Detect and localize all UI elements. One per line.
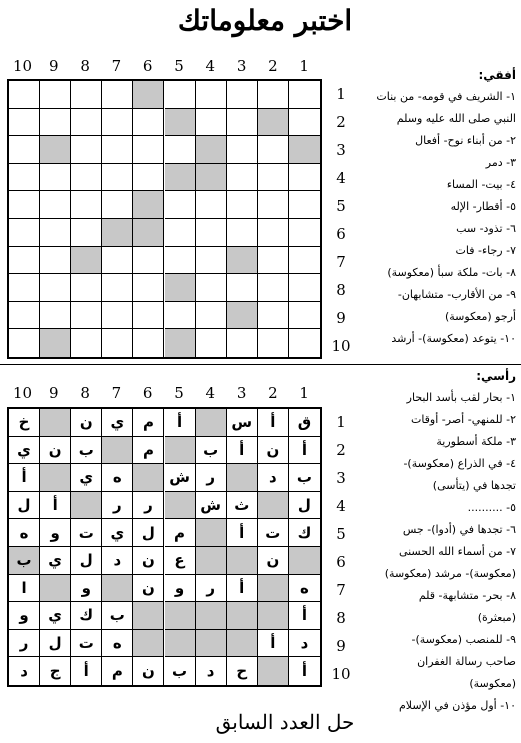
clue-line: أرجو (معكوسة) (444, 310, 516, 323)
grid-cell[interactable]: و (9, 602, 40, 630)
column-number: 5 (174, 57, 184, 75)
grid-cell[interactable]: م (133, 409, 164, 437)
grid-cell[interactable]: ل (40, 630, 71, 658)
grid-cell[interactable] (40, 109, 71, 137)
grid-cell[interactable]: ن (133, 657, 164, 685)
row-number: 2 (336, 113, 346, 131)
grid-cell[interactable]: ي (9, 437, 40, 465)
shaded-cell (71, 247, 102, 275)
grid-cell[interactable]: ح (227, 657, 258, 685)
shaded-cell (165, 602, 196, 630)
row-number: 4 (336, 169, 346, 187)
column-number: 4 (205, 57, 216, 75)
grid-cell[interactable] (289, 109, 320, 137)
grid-cell[interactable] (196, 302, 227, 330)
grid-cell[interactable] (71, 274, 102, 302)
row-number: 9 (336, 637, 346, 655)
grid-cell[interactable]: د (196, 657, 227, 685)
grid-cell[interactable]: ر (196, 575, 227, 603)
grid-cell[interactable] (71, 136, 102, 164)
clue-line: ٧- من أسماء الله الحسنى (398, 545, 516, 558)
grid-cell[interactable] (71, 302, 102, 330)
shaded-cell (227, 464, 258, 492)
grid-cell[interactable]: ب (165, 657, 196, 685)
column-number: 2 (268, 57, 278, 75)
grid-cell[interactable]: م (165, 519, 196, 547)
column-number: 6 (142, 57, 153, 75)
shaded-cell (133, 602, 164, 630)
grid-cell[interactable]: ت (71, 519, 102, 547)
grid-cell[interactable] (102, 81, 133, 109)
grid-cell[interactable] (9, 81, 40, 109)
clue-line: تجدها في (يتأسى) (432, 479, 516, 492)
shaded-cell (133, 464, 164, 492)
grid-cell[interactable] (71, 164, 102, 192)
column-number: 10 (12, 384, 33, 402)
clues-header: أفقي: (478, 68, 516, 82)
column-number: 10 (12, 57, 33, 75)
puzzle-title: اختبر معلوماتك (177, 4, 353, 37)
grid-cell[interactable] (165, 302, 196, 330)
grid-cell[interactable]: أ (227, 519, 258, 547)
grid-cell[interactable] (289, 164, 320, 192)
grid-cell[interactable]: أ (227, 437, 258, 465)
grid-cell[interactable]: أ (289, 437, 320, 465)
column-number: 9 (49, 57, 59, 75)
grid-cell[interactable]: ي (71, 464, 102, 492)
column-number: 9 (49, 384, 59, 402)
clue-line: ٨- بات- ملكة سبأ (معكوسة) (387, 266, 516, 279)
grid-cell[interactable]: ل (133, 519, 164, 547)
clue-line: النبي صلى الله عليه وسلم (396, 112, 516, 125)
clue-line: ١٠- يتوعد (معكوسة)- أرشد (391, 332, 516, 345)
grid-cell[interactable] (289, 329, 320, 357)
grid-cell[interactable]: ل (71, 547, 102, 575)
grid-cell[interactable] (196, 81, 227, 109)
grid-cell[interactable] (258, 164, 289, 192)
grid-cell[interactable] (133, 302, 164, 330)
grid-cell[interactable] (289, 81, 320, 109)
grid-cell[interactable] (165, 191, 196, 219)
grid-cell[interactable]: و (165, 575, 196, 603)
grid-cell[interactable]: د (258, 464, 289, 492)
row-number: 2 (336, 441, 346, 459)
grid-cell[interactable]: ي (102, 519, 133, 547)
row-number: 7 (336, 253, 346, 271)
grid-cell[interactable] (289, 247, 320, 275)
grid-cell[interactable]: ل (9, 492, 40, 520)
grid-cell[interactable] (102, 136, 133, 164)
column-number: 1 (299, 384, 309, 402)
grid-cell[interactable] (102, 274, 133, 302)
grid-cell[interactable] (102, 302, 133, 330)
grid-cell[interactable]: ب (102, 602, 133, 630)
shaded-cell (102, 575, 133, 603)
grid-cell[interactable]: ب (289, 464, 320, 492)
grid-cell[interactable]: ي (102, 409, 133, 437)
grid-cell[interactable] (71, 219, 102, 247)
grid-cell[interactable]: م (133, 437, 164, 465)
shaded-cell (165, 109, 196, 137)
shaded-cell (165, 630, 196, 658)
clue-line: ٧- رجاء- فات (455, 244, 516, 257)
clue-line: ٣- دمر (485, 156, 516, 169)
shaded-cell (258, 657, 289, 685)
grid-cell[interactable] (258, 219, 289, 247)
shaded-cell (258, 492, 289, 520)
row-number: 6 (336, 553, 346, 571)
clue-line: ٦- تذود- سب (456, 222, 516, 235)
row-number: 3 (336, 141, 346, 159)
shaded-cell (227, 630, 258, 658)
grid-cell[interactable]: ر (9, 630, 40, 658)
row-number: 9 (336, 309, 346, 327)
row-number: 8 (336, 609, 346, 627)
row-number: 7 (336, 581, 346, 599)
grid-cell[interactable] (227, 81, 258, 109)
grid-cell[interactable] (102, 191, 133, 219)
grid-cell[interactable]: ه (289, 575, 320, 603)
down-clues (330, 365, 516, 717)
clue-line: ٦- تجدها في (أدوا)- جس (402, 523, 516, 536)
grid-cell[interactable] (165, 81, 196, 109)
grid-cell[interactable] (102, 247, 133, 275)
shaded-cell (102, 219, 133, 247)
grid-cell[interactable] (9, 109, 40, 137)
grid-cell[interactable]: ي (40, 547, 71, 575)
grid-cell[interactable] (258, 136, 289, 164)
grid-cell[interactable]: أ (258, 409, 289, 437)
clue-line: ٤- في الذراع (معكوسة)- (403, 457, 516, 470)
grid-cell[interactable]: ن (133, 547, 164, 575)
shaded-cell (196, 547, 227, 575)
row-number: 10 (331, 665, 351, 683)
shaded-cell (196, 136, 227, 164)
column-number: 3 (236, 57, 247, 75)
grid-cell[interactable] (289, 302, 320, 330)
grid-cell[interactable] (165, 136, 196, 164)
grid-cell[interactable]: ه (102, 630, 133, 658)
grid-cell[interactable] (165, 219, 196, 247)
grid-cell[interactable] (40, 219, 71, 247)
clue-line: ٩- للمنصب (معكوسة)- (411, 633, 516, 646)
grid-cell[interactable]: أ (165, 409, 196, 437)
shaded-cell (196, 409, 227, 437)
shaded-cell (165, 164, 196, 192)
grid-cell[interactable] (40, 302, 71, 330)
grid-cell[interactable] (196, 274, 227, 302)
grid-cell[interactable] (227, 136, 258, 164)
clue-line: (معكوسة) (469, 677, 516, 690)
shaded-cell (289, 547, 320, 575)
grid-cell[interactable] (165, 247, 196, 275)
grid-cell[interactable]: ن (133, 575, 164, 603)
grid-cell[interactable]: ن (258, 437, 289, 465)
grid-cell[interactable]: خ (9, 409, 40, 437)
shaded-cell (133, 219, 164, 247)
grid-cell[interactable]: د (102, 547, 133, 575)
row-number: 5 (336, 197, 346, 215)
grid-cell[interactable]: أ (258, 630, 289, 658)
grid-cell[interactable]: ر (133, 492, 164, 520)
clues-header: رأسي: (476, 369, 516, 383)
grid-cell[interactable] (133, 109, 164, 137)
previous-solution-caption: حل العدد السابق (215, 710, 355, 734)
grid-cell[interactable] (196, 191, 227, 219)
shaded-cell (196, 602, 227, 630)
grid-cell[interactable]: ش (165, 464, 196, 492)
shaded-cell (227, 247, 258, 275)
grid-cell[interactable] (40, 274, 71, 302)
shaded-cell (227, 302, 258, 330)
clue-line: ٤- بيت- المساء (446, 178, 516, 191)
grid-cell[interactable]: ن (71, 409, 102, 437)
grid-cell[interactable]: س (227, 409, 258, 437)
grid-cell[interactable] (9, 274, 40, 302)
grid-cell[interactable] (227, 164, 258, 192)
grid-cell[interactable] (9, 219, 40, 247)
row-number: 4 (336, 497, 346, 515)
shaded-cell (196, 519, 227, 547)
grid-cell[interactable] (196, 247, 227, 275)
grid-cell[interactable] (258, 191, 289, 219)
grid-cell[interactable] (196, 329, 227, 357)
grid-cell[interactable] (258, 302, 289, 330)
grid-cell[interactable] (40, 164, 71, 192)
grid-cell[interactable] (289, 219, 320, 247)
shaded-cell (133, 630, 164, 658)
clue-line: ٨- بحر- متشابهة- قلم (418, 589, 516, 602)
grid-cell[interactable]: ك (71, 602, 102, 630)
shaded-cell (227, 547, 258, 575)
clue-line: ٥- أقطار- الإله (450, 200, 516, 213)
shaded-cell (71, 492, 102, 520)
grid-cell[interactable]: أ (71, 657, 102, 685)
row-number: 1 (336, 85, 346, 103)
row-number: 5 (336, 525, 346, 543)
grid-cell[interactable] (9, 191, 40, 219)
grid-cell[interactable] (133, 247, 164, 275)
grid-cell[interactable] (9, 164, 40, 192)
grid-cell[interactable]: د (289, 630, 320, 658)
grid-cell[interactable] (9, 302, 40, 330)
column-number: 7 (111, 57, 122, 75)
grid-cell[interactable] (71, 109, 102, 137)
grid-cell[interactable]: ا (9, 575, 40, 603)
clue-line: ٢- من أبناء نوح- أفعال (415, 134, 516, 147)
grid-cell[interactable] (102, 329, 133, 357)
grid-cell[interactable]: ق (289, 409, 320, 437)
shaded-cell (289, 136, 320, 164)
column-numbers-bottom (7, 384, 327, 406)
shaded-cell (196, 164, 227, 192)
clue-line: ٢- للمنهي- أصر- أوقات (410, 413, 516, 426)
column-number: 4 (205, 384, 216, 402)
grid-cell[interactable]: أ (227, 575, 258, 603)
shaded-cell (40, 136, 71, 164)
column-number: 2 (268, 384, 278, 402)
clue-line: ٥- .......... (467, 501, 516, 514)
grid-cell[interactable] (133, 164, 164, 192)
grid-cell[interactable] (71, 191, 102, 219)
grid-cell[interactable]: و (71, 575, 102, 603)
across-clues (330, 64, 516, 350)
grid-cell[interactable]: ث (227, 492, 258, 520)
column-number: 3 (236, 384, 247, 402)
grid-cell[interactable]: أ (289, 602, 320, 630)
shaded-cell (133, 81, 164, 109)
shaded-cell (102, 437, 133, 465)
clue-line: ٣- ملكة أسطورية (436, 435, 516, 448)
shaded-cell (133, 191, 164, 219)
grid-cell[interactable] (227, 109, 258, 137)
grid-cell[interactable] (102, 109, 133, 137)
clue-line: ١٠- أول مؤذن في الإسلام (398, 699, 516, 712)
shaded-cell (40, 329, 71, 357)
shaded-cell (165, 329, 196, 357)
clue-line: (مبعثرة) (477, 611, 516, 624)
column-numbers-top (7, 57, 327, 79)
grid-cell[interactable] (9, 329, 40, 357)
shaded-cell (40, 409, 71, 437)
grid-cell[interactable] (289, 274, 320, 302)
clue-line: ١- بحار لقب بأسد البحار (406, 391, 516, 404)
shaded-cell (196, 630, 227, 658)
grid-cell[interactable] (258, 274, 289, 302)
shaded-cell (258, 575, 289, 603)
grid-cell[interactable] (133, 136, 164, 164)
column-number: 8 (80, 384, 90, 402)
grid-cell[interactable]: ه (9, 519, 40, 547)
solution-grid (7, 407, 322, 687)
grid-cell[interactable]: ت (258, 519, 289, 547)
grid-cell[interactable]: م (102, 657, 133, 685)
grid-cell[interactable]: ب (196, 437, 227, 465)
grid-cell[interactable]: أ (9, 464, 40, 492)
shaded-cell (165, 437, 196, 465)
grid-cell[interactable]: أ (40, 492, 71, 520)
shaded-cell (227, 602, 258, 630)
grid-cell[interactable] (9, 136, 40, 164)
grid-cell[interactable]: ن (40, 437, 71, 465)
clue-line: ١- الشريف في قومه- من بنات (376, 90, 516, 103)
shaded-cell (258, 109, 289, 137)
grid-cell[interactable]: ك (289, 519, 320, 547)
shaded-cell (258, 602, 289, 630)
grid-cell[interactable] (9, 247, 40, 275)
shaded-cell: ب (9, 547, 40, 575)
grid-cell[interactable] (227, 191, 258, 219)
row-number: 1 (336, 413, 346, 431)
column-number: 7 (111, 384, 122, 402)
grid-cell[interactable]: ش (196, 492, 227, 520)
grid-cell[interactable] (71, 81, 102, 109)
grid-cell[interactable]: ع (165, 547, 196, 575)
shaded-cell (165, 274, 196, 302)
grid-cell[interactable]: ب (71, 437, 102, 465)
grid-cell[interactable] (227, 329, 258, 357)
row-number: 10 (331, 337, 351, 355)
grid-cell[interactable]: أ (301, 662, 308, 681)
grid-cell[interactable]: و (40, 519, 71, 547)
row-number: 8 (336, 281, 346, 299)
grid-cell[interactable] (196, 219, 227, 247)
clue-line: صاحب رسالة الغفران (417, 655, 516, 668)
shaded-cell (40, 464, 71, 492)
grid-cell[interactable]: ت (71, 630, 102, 658)
grid-cell[interactable] (40, 191, 71, 219)
grid-cell[interactable]: ي (40, 602, 71, 630)
grid-cell[interactable]: د (9, 657, 40, 685)
row-number: 6 (336, 225, 346, 243)
grid-cell[interactable] (227, 219, 258, 247)
grid-cell[interactable] (258, 81, 289, 109)
shaded-cell (40, 575, 71, 603)
grid-cell[interactable] (227, 274, 258, 302)
clue-line: ٩- من الأقارب- متشابهان- (397, 288, 516, 301)
column-number: 1 (299, 57, 309, 75)
grid-cell[interactable] (196, 109, 227, 137)
grid-cell[interactable] (40, 81, 71, 109)
grid-cell[interactable]: ر (196, 464, 227, 492)
grid-cell[interactable] (258, 329, 289, 357)
grid-cell[interactable] (258, 247, 289, 275)
column-number: 6 (142, 384, 153, 402)
clue-line: (معكوسة)- مرشد (معكوسة) (384, 567, 516, 580)
column-number: 5 (174, 384, 184, 402)
grid-cell[interactable] (102, 164, 133, 192)
row-number: 3 (336, 469, 346, 487)
grid-cell[interactable] (133, 329, 164, 357)
grid-cell[interactable]: ن (258, 547, 289, 575)
shaded-cell (165, 492, 196, 520)
grid-cell[interactable]: ج (40, 657, 71, 685)
grid-cell[interactable] (289, 191, 320, 219)
grid-cell[interactable]: ر (102, 492, 133, 520)
column-number: 8 (80, 57, 90, 75)
grid-cell[interactable] (40, 247, 71, 275)
grid-cell[interactable] (133, 274, 164, 302)
grid-cell[interactable]: ه (102, 464, 133, 492)
grid-cell[interactable] (71, 329, 102, 357)
crossword-grid (7, 79, 322, 359)
grid-cell[interactable]: ل (289, 492, 320, 520)
